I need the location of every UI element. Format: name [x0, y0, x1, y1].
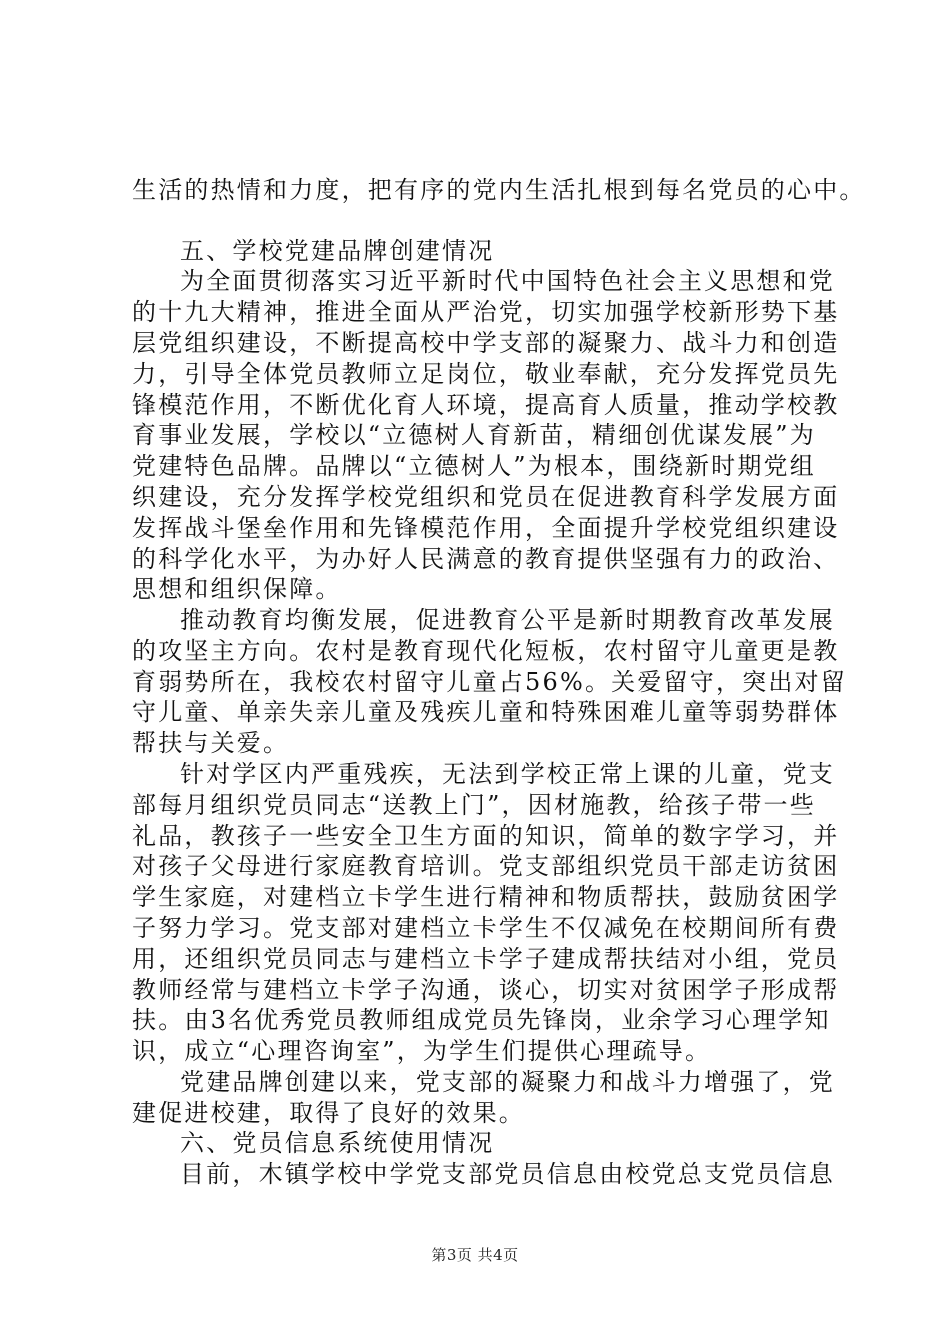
- body-line: 子努力学习。党支部对建档立卡学生不仅减免在校期间所有费: [132, 914, 840, 942]
- page-number-footer: 第3页 共4页: [431, 1246, 519, 1264]
- body-line: 对孩子父母进行家庭教育培训。党支部组织党员干部走访贫困: [132, 852, 840, 880]
- body-line: 教师经常与建档立卡学子沟通，谈心，切实对贫困学子形成帮: [132, 976, 840, 1004]
- body-line: 发挥战斗堡垒作用和先锋模范作用，全面提升学校党组织建设: [132, 514, 840, 542]
- body-line: 的攻坚主方向。农村是教育现代化短板，农村留守儿童更是教: [132, 637, 840, 665]
- body-line: 部每月组织党员同志“送教上门”，因材施教，给孩子带一些: [132, 791, 816, 819]
- body-line: 育事业发展，学校以“立德树人育新苗，精细创优谋发展”为: [132, 421, 816, 449]
- body-line: 学生家庭，对建档立卡学生进行精神和物质帮扶，鼓励贫困学: [132, 883, 840, 911]
- body-line: 党建特色品牌。品牌以“立德树人”为根本，围绕新时期党组: [132, 452, 816, 480]
- body-line: 思想和组织保障。: [132, 575, 342, 603]
- section-heading: 五、学校党建品牌创建情况: [180, 237, 495, 265]
- body-line: 锋模范作用，不断优化育人环境，提高育人质量，推动学校教: [132, 391, 840, 419]
- body-line: 的十九大精神，推进全面从严治党，切实加强学校新形势下基: [132, 298, 840, 326]
- body-line: 的科学化水平，为办好人民满意的教育提供坚强有力的政治、: [132, 545, 840, 573]
- body-line: 推动教育均衡发展，促进教育公平是新时期教育改革发展: [180, 606, 835, 634]
- body-line: 守儿童、单亲失亲儿童及残疾儿童和特殊困难儿童等弱势群体: [132, 698, 840, 726]
- body-line: 层党组织建设，不断提高校中学支部的凝聚力、战斗力和创造: [132, 329, 840, 357]
- body-line: 党建品牌创建以来，党支部的凝聚力和战斗力增强了，党: [180, 1068, 835, 1096]
- section-heading: 六、党员信息系统使用情况: [180, 1129, 495, 1157]
- body-line: 针对学区内严重残疾，无法到学校正常上课的儿童，党支: [180, 760, 835, 788]
- body-line: 用，还组织党员同志与建档立卡学子建成帮扶结对小组，党员: [132, 945, 840, 973]
- body-line: 扶。由3名优秀党员教师组成党员先锋岗，业余学习心理学知: [132, 1006, 831, 1034]
- body-line: 目前，木镇学校中学党支部党员信息由校党总支党员信息: [180, 1160, 835, 1188]
- body-line: 帮扶与关爱。: [132, 729, 290, 757]
- body-line: 生活的热情和力度，把有序的党内生活扎根到每名党员的心中。: [132, 176, 866, 204]
- body-line: 力，引导全体党员教师立足岗位，敬业奉献，充分发挥党员先: [132, 360, 840, 388]
- body-line: 礼品，教孩子一些安全卫生方面的知识，简单的数字学习，并: [132, 822, 840, 850]
- body-line: 建促进校建，取得了良好的效果。: [132, 1099, 525, 1127]
- body-line: 育弱势所在，我校农村留守儿童占56%。关爱留守，突出对留: [132, 668, 847, 696]
- body-line: 识，成立“心理咨询室”，为学生们提供心理疏导。: [132, 1037, 712, 1065]
- body-line: 织建设，充分发挥学校党组织和党员在促进教育科学发展方面: [132, 483, 840, 511]
- body-line: 为全面贯彻落实习近平新时代中国特色社会主义思想和党: [180, 267, 835, 295]
